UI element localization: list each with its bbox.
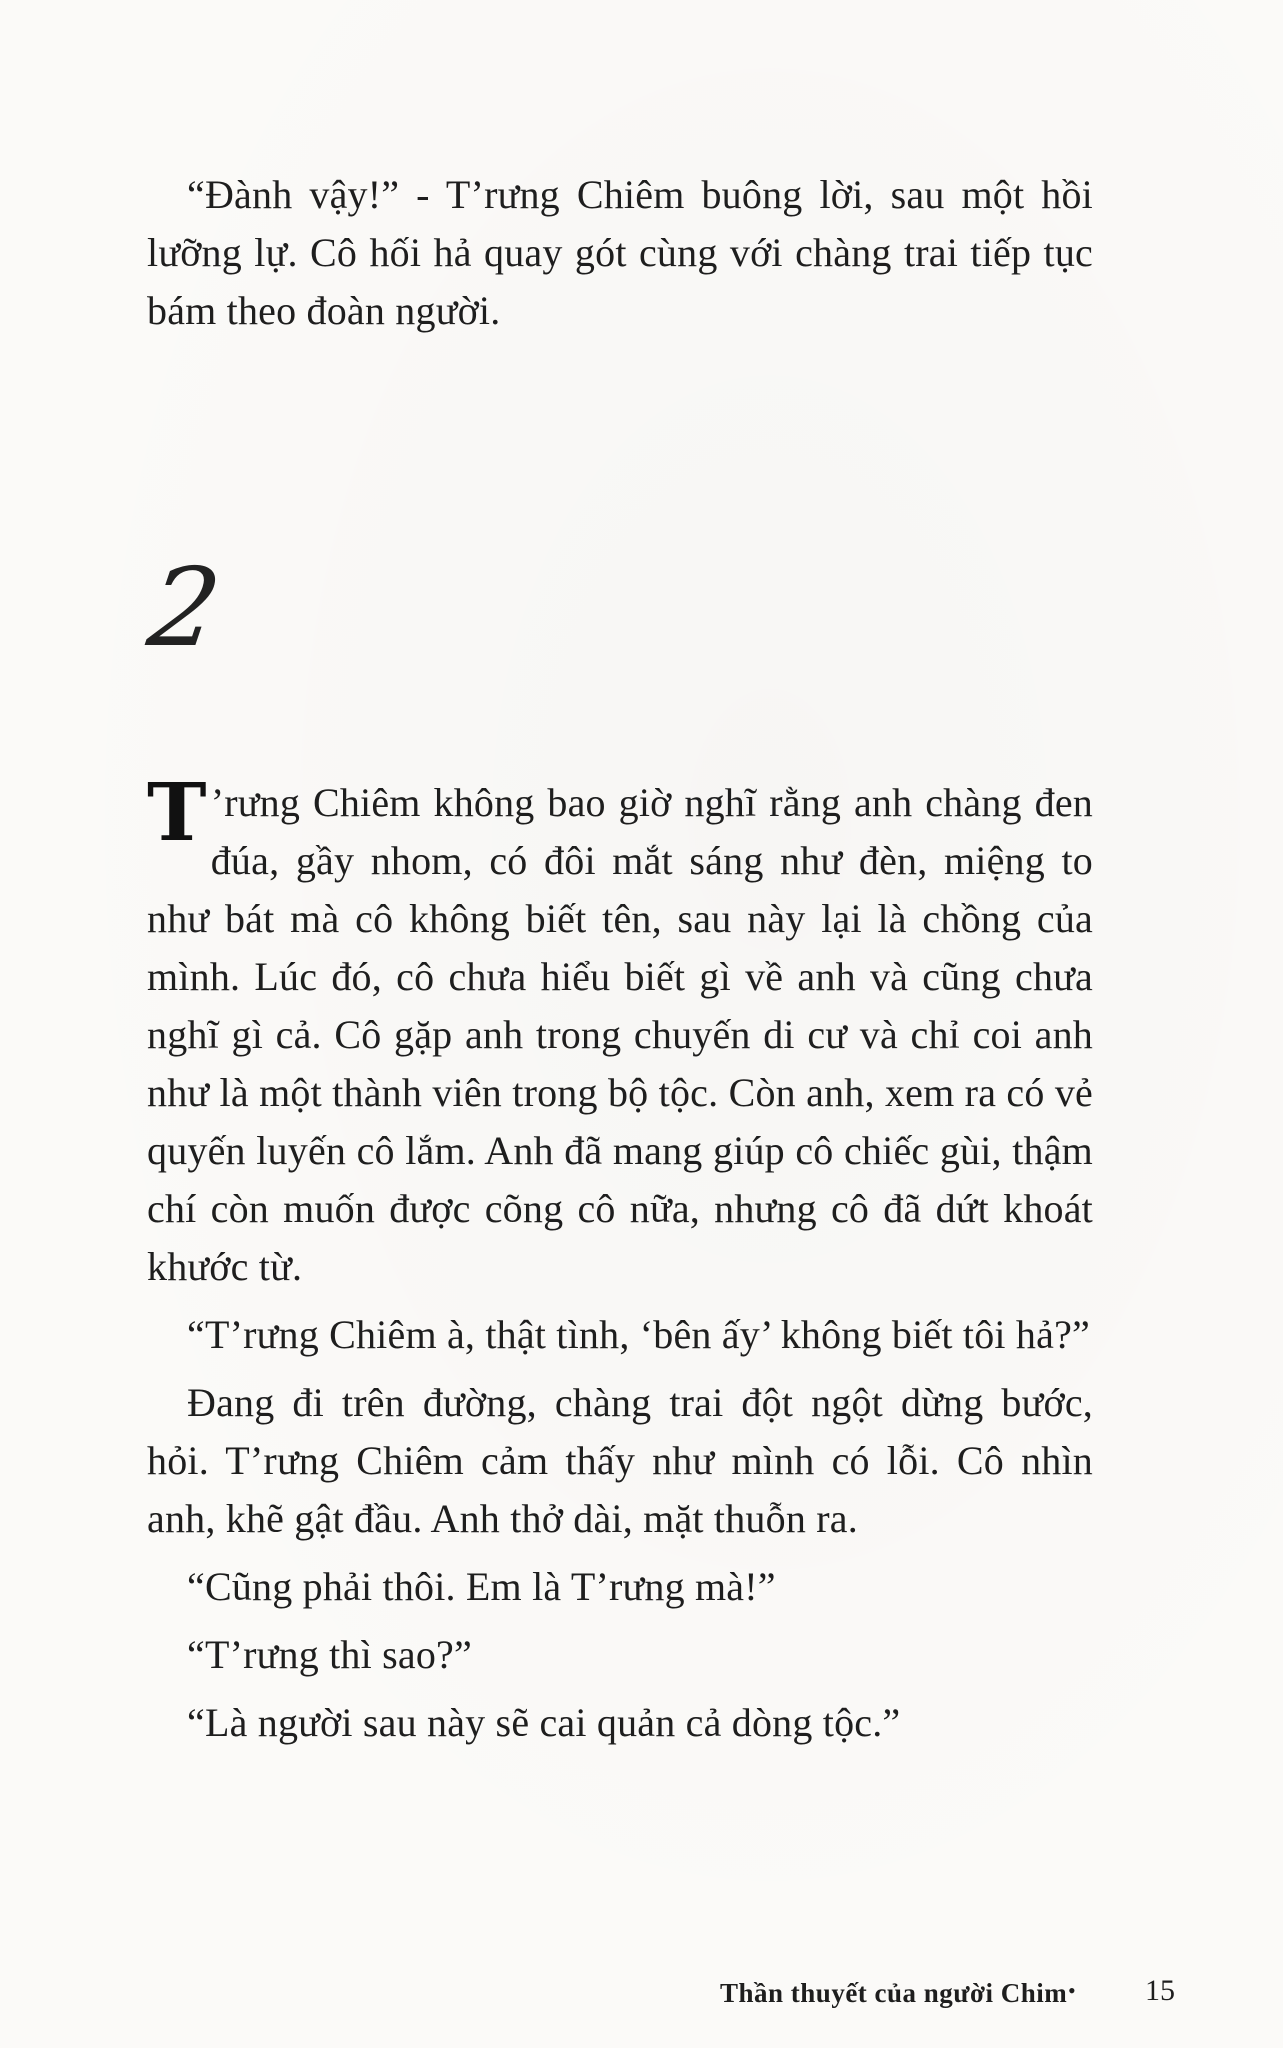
page-footer (720, 1974, 1180, 2014)
chapter-first-paragraph (147, 765, 1093, 1296)
opening-paragraph: “Đành vậy!” - T’rưng Chiêm buông lời, sau một hồi lưỡng lự. Cô hối hả quay gót cùng với chàng trai tiếp tục bám theo đoàn người. (147, 172, 1093, 333)
page-number: 15 (1145, 1974, 1175, 2007)
dropcap-letter: T (147, 765, 207, 859)
opening-section (147, 166, 1093, 340)
running-title: Thần thuyết của người Chim (720, 1978, 1068, 2008)
dialogue-paragraph: “T’rưng thì sao?” (187, 1632, 472, 1677)
chapter-body (147, 765, 1093, 1752)
dialogue-paragraph: “T’rưng Chiêm à, thật tình, ‘bên ấy’ không biết tôi hả?” (187, 1312, 1090, 1357)
first-paragraph-text: ’rưng Chiêm không bao giờ nghĩ rằng anh chàng đen đúa, gầy nhom, có đôi mắt sáng như đèn, miệng to như bát mà cô không biết tên, sau này lại là chồng của mình. Lúc đó, cô chưa hiểu biết gì về anh và cũng chưa nghĩ gì cả. Cô gặp anh trong chuyến di cư và chỉ coi anh như là một thành viên trong bộ tộc. Còn anh, xem ra có vẻ quyến luyến cô lắm. Anh đã mang giúp cô chiếc gùi, thậm chí còn muốn được cõng cô nữa, nhưng cô đã dứt khoát khước từ. (147, 780, 1093, 1289)
chapter-number: 2 (141, 546, 228, 671)
footer-separator: • (1068, 1978, 1076, 2003)
dialogue-paragraph: “Cũng phải thôi. Em là T’rưng mà!” (187, 1564, 776, 1609)
narration-paragraph: Đang đi trên đường, chàng trai đột ngột dừng bước, hỏi. T’rưng Chiêm cảm thấy như mình có lỗi. Cô nhìn anh, khẽ gật đầu. Anh thở dài, mặt thuỗn ra. (147, 1380, 1093, 1541)
dialogue-paragraph: “Là người sau này sẽ cai quản cả dòng tộc.” (187, 1700, 901, 1745)
